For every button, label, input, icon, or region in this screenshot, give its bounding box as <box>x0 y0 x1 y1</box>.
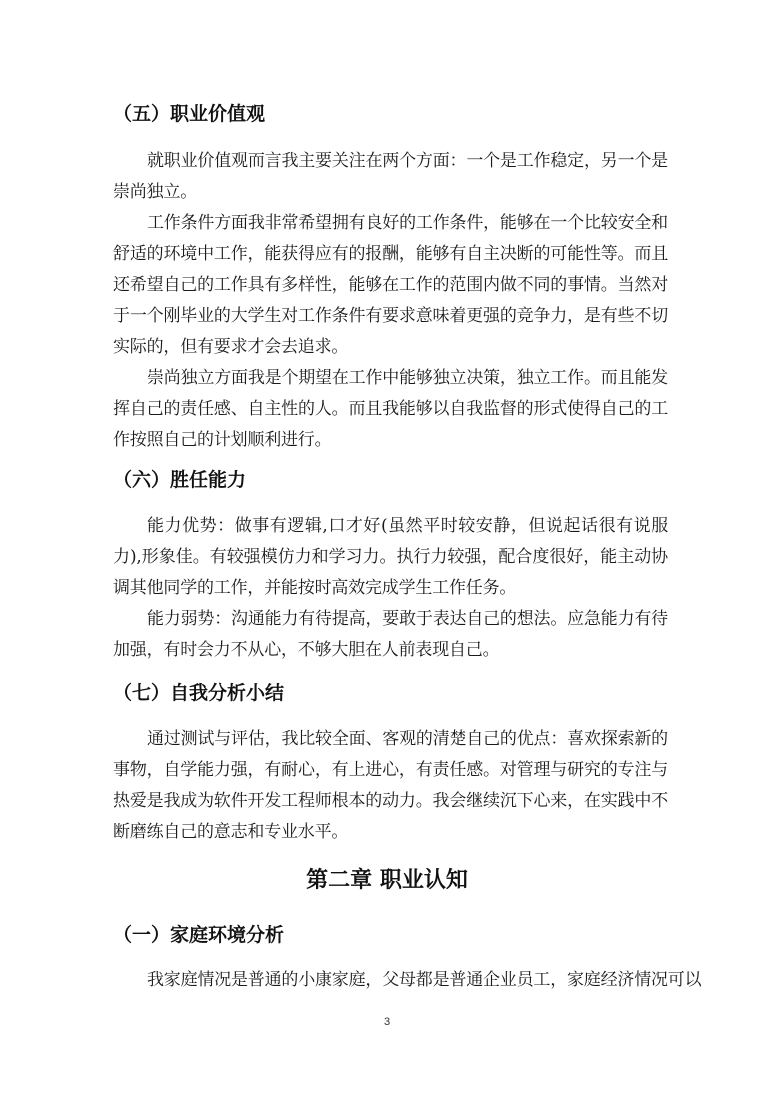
section-heading-summary: （七）自我分析小结 <box>113 682 285 704</box>
page-number: 3 <box>383 1016 391 1028</box>
paragraph-values-intro: 就职业价值观而言我主要关注在两个方面：一个是工作稳定，另一个是崇尚独立。 <box>113 151 668 202</box>
section-heading-competence: （六）胜任能力 <box>113 469 247 491</box>
paragraph-work-conditions: 工作条件方面我非常希望拥有良好的工作条件，能够在一个比较安全和舒适的环境中工作，能获得应有的报酬，能够有自主决断的可能性等。而且还希望自己的工作具有多样性，能够在工作的范围内做不同的事情。当然对于一个刚毕业的大学生对工作条件有要求意味着更强的竞争力，是有些不切实际的，但有要求才会去追求。 <box>113 213 668 357</box>
paragraph-summary: 通过测试与评估，我比较全面、客观的清楚自己的优点：喜欢探索新的事物，自学能力强，有耐心，有上进心，有责任感。对管理与研究的专注与热爱是我成为软件开发工程师根本的动力。我会继续沉下心来，在实践中不断磨练自己的意志和专业水平。 <box>113 729 668 842</box>
paragraph-strengths: 能力优势：做事有逻辑,口才好(虽然平时较安静，但说起话很有说服力),形象佳。有较强模仿力和学习力。执行力较强，配合度很好，能主动协调其他同学的工作，并能按时高效完成学生工作任务。 <box>113 516 668 598</box>
paragraph-weaknesses: 能力弱势：沟通能力有待提高，要敢于表达自己的想法。应急能力有待加强，有时会力不从心，不够大胆在人前表现自己。 <box>113 609 668 660</box>
section-heading-family: （一）家庭环境分析 <box>113 924 285 946</box>
section-heading-values: （五）职业价值观 <box>113 103 266 125</box>
chapter-title: 第二章 职业认知 <box>306 868 468 893</box>
paragraph-family: 我家庭情况是普通的小康家庭，父母都是普通企业员工，家庭经济情况可以 <box>147 970 702 990</box>
paragraph-independence: 崇尚独立方面我是个期望在工作中能够独立决策，独立工作。而且能发挥自己的责任感、自主性的人。而且我能够以自我监督的形式使得自己的工作按照自己的计划顺利进行。 <box>113 368 668 450</box>
